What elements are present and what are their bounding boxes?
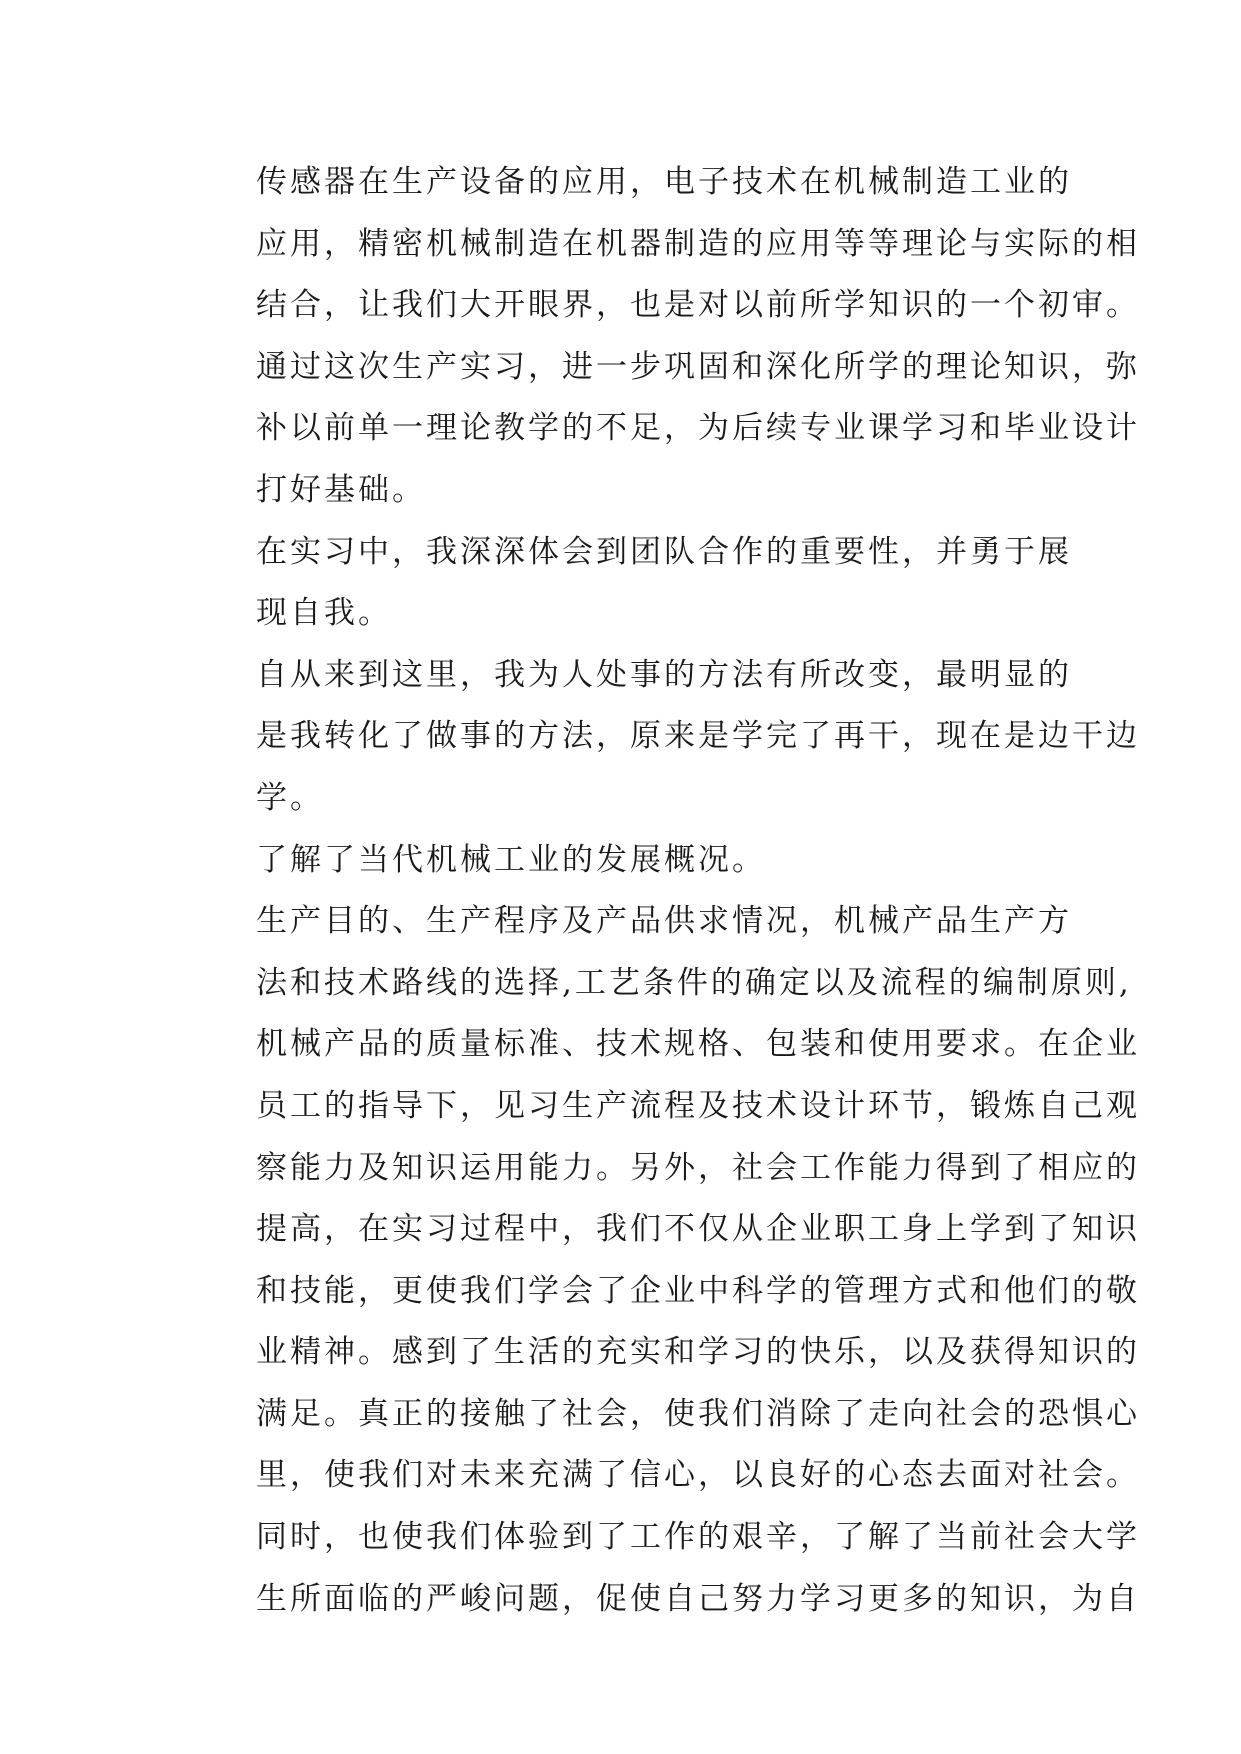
- paragraph: [190, 830, 1070, 892]
- text-line: 生所面临的严峻问题，促使自己努力学习更多的知识，为自: [256, 1580, 1140, 1617]
- text-line: 现自我。: [256, 595, 392, 632]
- paragraph: [190, 152, 1140, 522]
- text-line: 生产目的、生产程序及产品供求情况，机械产品生产方: [256, 903, 1072, 940]
- text-line: 通过这次生产实习，进一步巩固和深化所学的理论知识，弥: [256, 348, 1140, 385]
- text-line: 提高，在实习过程中，我们不仅从企业职工身上学到了知识: [256, 1211, 1140, 1248]
- text-line: 了解了当代机械工业的发展概况。: [256, 841, 766, 878]
- text-line: 机械产品的质量标准、技术规格、包装和使用要求。在企业: [256, 1026, 1140, 1063]
- text-line: 业精神。感到了生活的充实和学习的快乐，以及获得知识的: [256, 1334, 1140, 1371]
- text-line: 自从来到这里，我为人处事的方法有所改变，最明显的: [256, 656, 1072, 693]
- paragraph: [190, 645, 1140, 830]
- paragraph: [190, 891, 1140, 1630]
- paragraph: [190, 522, 1070, 645]
- text-line: 传感器在生产设备的应用，电子技术在机械制造工业的: [256, 164, 1072, 200]
- text-line: 同时，也使我们体验到了工作的艰辛，了解了当前社会大学: [256, 1519, 1140, 1556]
- text-line: 员工的指导下，见习生产流程及技术设计环节，锻炼自己观: [256, 1087, 1140, 1124]
- text-line: 和技能，更使我们学会了企业中科学的管理方式和他们的敬: [256, 1272, 1140, 1309]
- text-line: 满足。真正的接触了社会，使我们消除了走向社会的恐惧心: [256, 1395, 1140, 1432]
- text-line: 结合，让我们大开眼界，也是对以前所学知识的一个初审。: [256, 287, 1140, 324]
- text-line: 打好基础。: [256, 471, 426, 508]
- text-line: 法和技术路线的选择,工艺条件的确定以及流程的编制原则,: [256, 964, 1132, 1001]
- text-line: 察能力及知识运用能力。另外，社会工作能力得到了相应的: [256, 1149, 1140, 1186]
- document-body: [190, 152, 1140, 1630]
- text-line: 在实习中，我深深体会到团队合作的重要性，并勇于展: [256, 533, 1072, 570]
- text-line: 学。: [256, 779, 324, 816]
- text-line: 里，使我们对未来充满了信心，以良好的心态去面对社会。: [256, 1457, 1140, 1494]
- text-line: 应用，精密机械制造在机器制造的应用等等理论与实际的相: [256, 225, 1140, 262]
- text-line: 补以前单一理论教学的不足，为后续专业课学习和毕业设计: [256, 410, 1140, 447]
- text-line: 是我转化了做事的方法，原来是学完了再干，现在是边干边: [256, 718, 1140, 755]
